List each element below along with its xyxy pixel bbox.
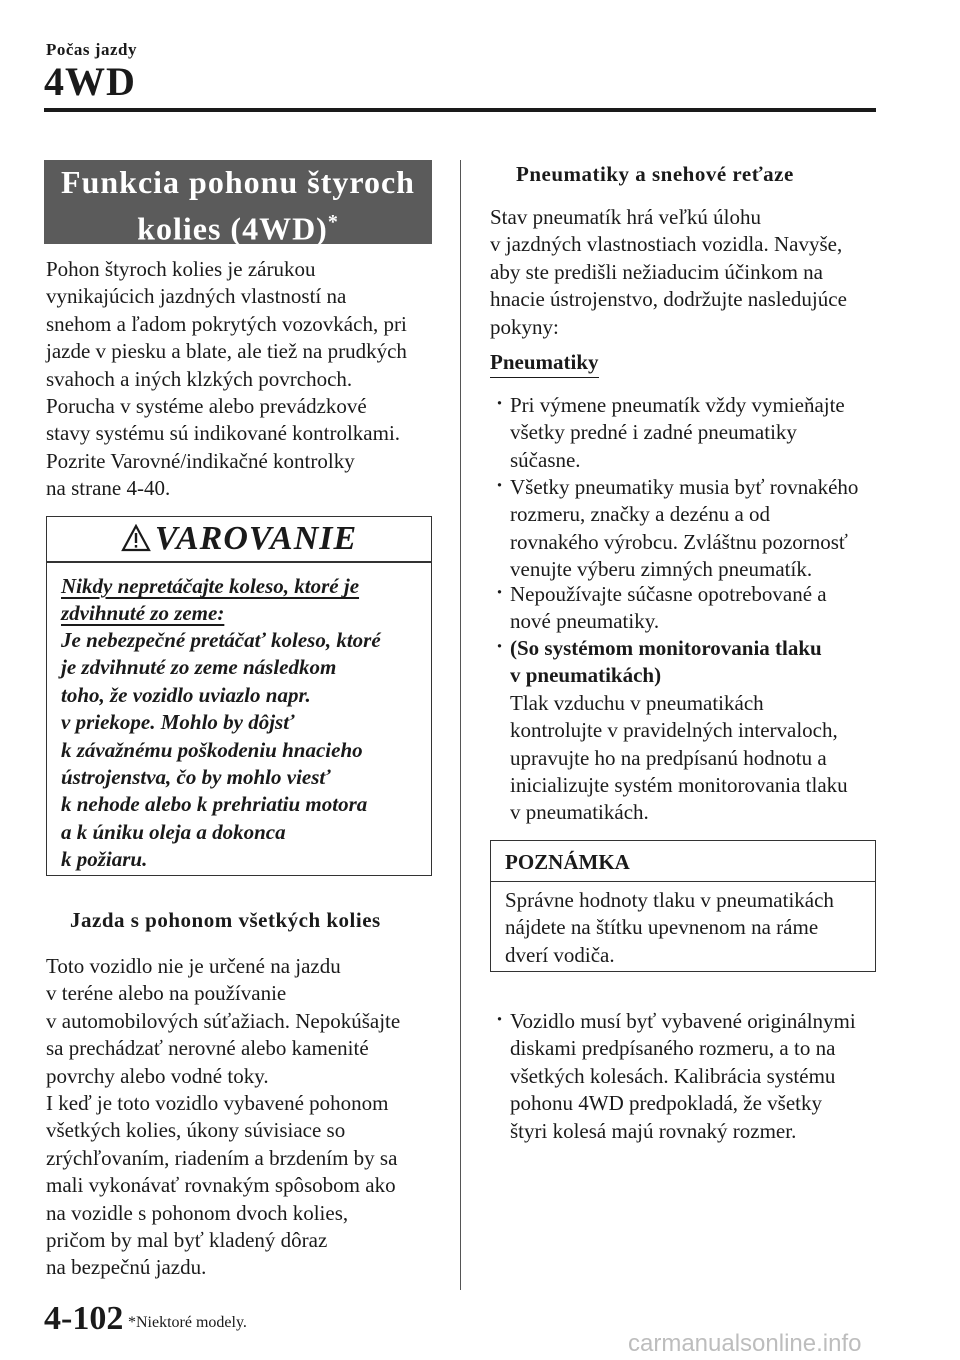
text-line: všetky predné i zadné pneumatiky xyxy=(510,420,797,445)
text-line: Správne hodnoty tlaku v pneumatikách xyxy=(505,888,834,912)
note-box xyxy=(490,840,876,972)
text-line: svahoch a iných klzkých povrchoch. xyxy=(46,366,353,391)
text-line: Stav pneumatík hrá veľkú úlohu xyxy=(490,205,761,229)
text-line: inicializujte systém monitorovania tlaku xyxy=(510,773,848,798)
text-line: Všetky pneumatiky musia byť rovnakého xyxy=(510,475,859,499)
warning-triangle-icon xyxy=(121,524,151,552)
text-line: kontrolujte v pravidelných intervaloch, xyxy=(510,718,838,743)
text-line: k požiaru. xyxy=(61,847,148,872)
text-line: jazde v piesku a blate, ale tiež na prudkých xyxy=(46,339,407,364)
text-line: Porucha v systéme alebo prevádzkové xyxy=(46,394,367,419)
text-line: snehom a ľadom pokrytých vozovkách, pri xyxy=(46,311,407,336)
section-title-line2: kolies (4WD) xyxy=(137,210,328,247)
list-item xyxy=(496,634,882,827)
section-title xyxy=(44,160,432,247)
tires-heading: Pneumatiky xyxy=(490,350,599,378)
section-title-line2-wrap xyxy=(44,202,432,249)
text-line: v pneumatikách) xyxy=(510,663,662,688)
bullet-dot: · xyxy=(496,1007,504,1031)
text-line: je zdvihnuté zo zeme následkom xyxy=(61,655,337,680)
drive-heading: Jazda s pohonom všetkých kolies xyxy=(70,908,381,932)
note-body xyxy=(505,887,865,969)
text-line: aby ste predišli nežiaducim účinkom na xyxy=(490,259,823,284)
intro-text xyxy=(46,256,446,503)
text-line: venujte výberu zimných pneumatík. xyxy=(510,557,813,582)
list-item xyxy=(496,1007,882,1145)
warning-title: VAROVANIE xyxy=(154,520,358,557)
text-line: pokyny: xyxy=(490,314,559,339)
warning-subheading xyxy=(61,573,421,627)
text-line: v jazdných vlastnostiach vozidla. Navyše, xyxy=(490,232,843,257)
warning-header xyxy=(47,517,431,561)
text-line: zdvihnuté zo zeme: xyxy=(61,601,225,625)
text-line: štyri kolesá majú rovnaký rozmer. xyxy=(510,1118,797,1143)
text-line: na bezpečnú jazdu. xyxy=(46,1255,207,1280)
tires-intro-text xyxy=(490,204,880,341)
chapter-title: 4WD xyxy=(44,59,136,104)
bullet-dot: · xyxy=(496,580,504,604)
text-line: sa prechádzať nerovné alebo kamenité xyxy=(46,1036,369,1061)
text-line: nové pneumatiky. xyxy=(510,609,660,634)
drive-text xyxy=(46,953,446,1282)
text-line: Nepoužívajte súčasne opotrebované a xyxy=(510,582,827,606)
text-line: v pneumatikách. xyxy=(510,800,649,825)
text-line: Vozidlo musí byť vybavené originálnymi xyxy=(510,1009,856,1033)
watermark: carmanualsonline.info xyxy=(628,1330,862,1357)
footnote: *Niektoré modely. xyxy=(128,1314,247,1331)
bullet-dot: · xyxy=(496,634,504,658)
text-line: a k úniku oleja a dokonca xyxy=(61,819,286,844)
text-line: nájdete na štítku upevnenom na ráme xyxy=(505,915,819,940)
warning-divider xyxy=(47,561,431,563)
note-divider xyxy=(491,881,875,882)
text-line: Nikdy nepretáčajte koleso, ktoré je xyxy=(61,574,360,598)
list-item xyxy=(496,391,882,474)
warning-box xyxy=(46,516,432,876)
text-line: pohonu 4WD predpokladá, že všetky xyxy=(510,1091,822,1116)
text-line: pričom by mal byť kladený dôraz xyxy=(46,1228,328,1253)
column-divider xyxy=(460,160,461,1290)
text-line: rovnakého výrobcu. Zvláštnu pozornosť xyxy=(510,529,848,554)
text-line: Toto vozidlo nie je určené na jazdu xyxy=(46,954,341,978)
text-line: na strane 4-40. xyxy=(46,476,171,501)
section-title-line1: Funkcia pohonu štyroch xyxy=(61,164,415,200)
text-line: Tlak vzduchu v pneumatikách xyxy=(510,690,764,715)
text-line: vynikajúcich jazdných vlastností na xyxy=(46,284,347,309)
footnote-asterisk: * xyxy=(327,211,339,233)
list-item xyxy=(496,473,882,584)
text-line: (So systémom monitorovania tlaku xyxy=(510,636,822,660)
text-line: Pri výmene pneumatík vždy vymieňajte xyxy=(510,393,845,417)
list-item xyxy=(496,580,882,636)
text-line: stavy systému sú indikované kontrolkami. xyxy=(46,421,401,446)
text-line: mali vykonávať rovnakým spôsobom ako xyxy=(46,1173,396,1198)
text-line: povrchy alebo vodné toky. xyxy=(46,1063,269,1088)
tires-chains-heading: Pneumatiky a snehové reťaze xyxy=(516,162,794,186)
text-line: všetkých kolesách. Kalibrácia systému xyxy=(510,1063,836,1088)
note-header: POZNÁMKA xyxy=(505,850,630,874)
bullet-dot: · xyxy=(496,391,504,415)
text-line: rozmeru, značky a dezénu a od xyxy=(510,502,771,527)
text-line: Pozrite Varovné/indikačné kontrolky xyxy=(46,448,355,473)
text-line: Je nebezpečné pretáčať koleso, ktoré xyxy=(61,628,381,652)
text-line: v teréne alebo na používanie xyxy=(46,981,287,1006)
header-rule xyxy=(44,108,876,112)
text-line: ústrojenstva, čo by mohlo viesť xyxy=(61,765,331,790)
text-line: Pohon štyroch kolies je zárukou xyxy=(46,257,316,281)
bullet-dot: · xyxy=(496,473,504,497)
text-line: hnacie ústrojenstvo, dodržujte nasledujúce xyxy=(490,287,847,312)
text-line: toho, že vozidlo uviazlo napr. xyxy=(61,682,311,707)
text-line: k závažnému poškodeniu hnacieho xyxy=(61,737,363,762)
text-line: k nehode alebo k prehriatiu motora xyxy=(61,792,368,817)
text-line: v automobilových súťažiach. Nepokúšajte xyxy=(46,1008,401,1033)
text-line: upravujte ho na predpísanú hodnotu a xyxy=(510,745,827,770)
text-line: zrýchľovaním, riadením a brzdením by sa xyxy=(46,1145,398,1170)
page-number: 4-102 xyxy=(44,1300,124,1337)
text-line: I keď je toto vozidlo vybavené pohonom xyxy=(46,1091,389,1116)
text-line: diskami predpísaného rozmeru, a to na xyxy=(510,1036,836,1061)
text-line: dverí vodiča. xyxy=(505,942,615,967)
warning-body xyxy=(61,627,421,874)
section-label: Počas jazdy xyxy=(46,40,137,59)
text-line: v priekope. Mohlo by dôjsť xyxy=(61,710,295,735)
text-line: všetkých kolies, úkony súvisiace so xyxy=(46,1118,346,1143)
text-line: súčasne. xyxy=(510,447,581,472)
text-line: na vozidle s pohonom dvoch kolies, xyxy=(46,1200,349,1225)
